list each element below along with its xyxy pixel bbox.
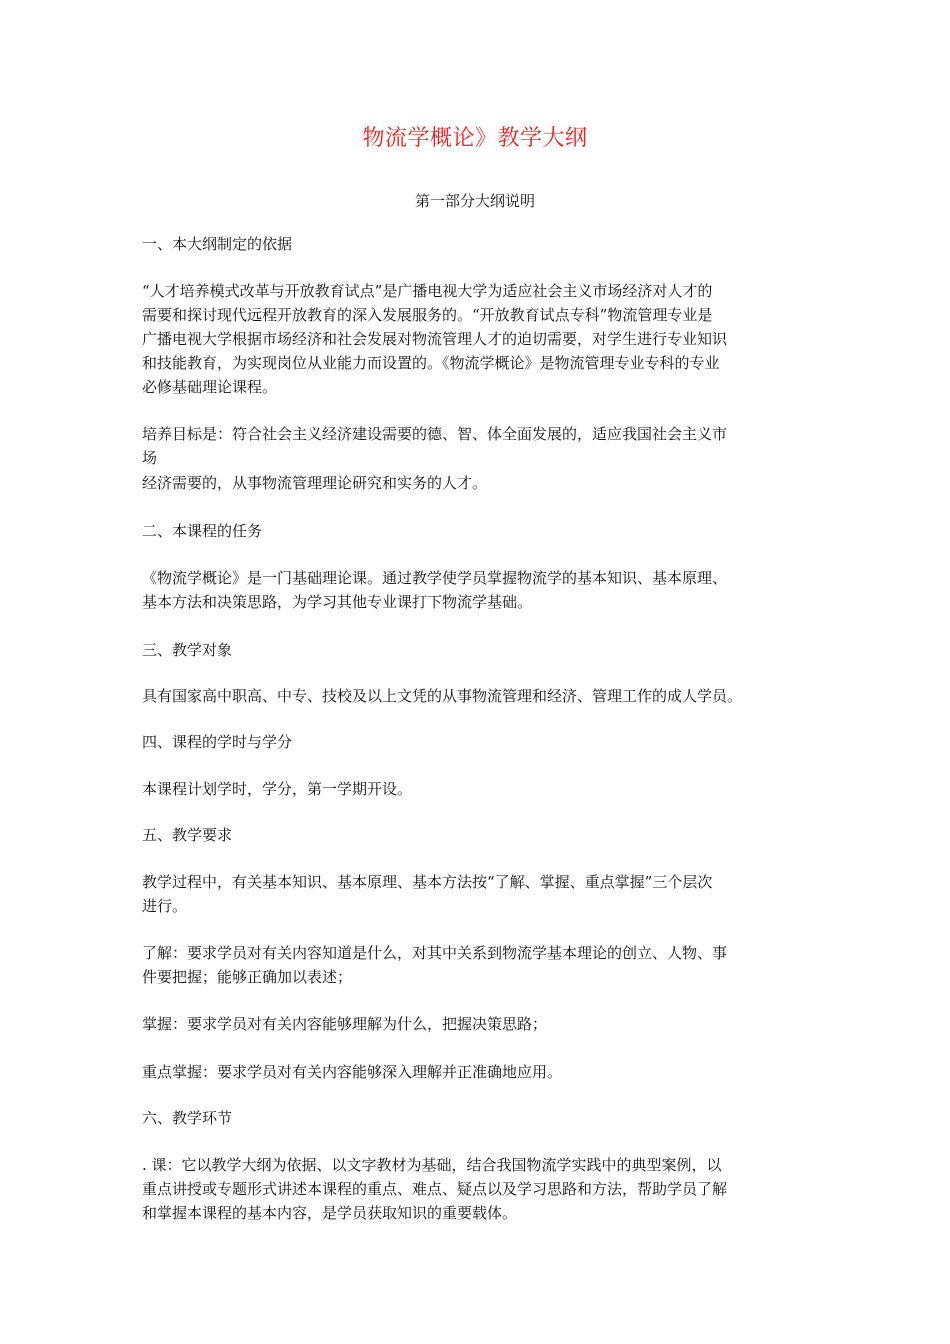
section-heading: 四、课程的学时与学分 [142,733,293,751]
paragraph-line: 场 [142,449,158,467]
section-heading: 六、教学环节 [142,1109,233,1127]
paragraph-line: 重点讲授或专题形式讲述本课程的重点、难点、疑点以及学习思路和方法，帮助学员了解 [142,1180,728,1198]
paragraph-line: 需要和探讨现代远程开放教育的深入发展服务的。“开放教育试点专科”物流管理专业是 [142,306,713,324]
paragraph-line: 重点掌握：要求学员对有关内容能够深入理解并正准确地应用。 [142,1063,563,1081]
section-heading: 二、本课程的任务 [142,522,263,540]
paragraph-line: 掌握：要求学员对有关内容能够理解为什么，把握决策思路； [142,1015,548,1033]
section-heading: 一、本大纲制定的依据 [142,235,293,253]
paragraph-line: 和掌握本课程的基本内容，是学员获取知识的重要载体。 [142,1204,518,1222]
paragraph-line: 件要把握；能够正确加以表述； [142,968,353,986]
document-title: 物流学概论》教学大纲 [362,126,588,151]
paragraph-line: 进行。 [142,897,188,915]
paragraph-line: 了解：要求学员对有关内容知道是什么，对其中关系到物流学基本理论的创立、人物、事 [142,944,728,962]
paragraph-line: 教学过程中，有关基本知识、基本原理、基本方法按“了解、掌握、重点掌握”三个层次 [142,873,713,891]
paragraph-line: 和技能教育，为实现岗位从业能力而设置的。《物流学概论》是物流管理专业专科的专业 [142,354,720,372]
paragraph-line: 本课程计划学时，学分，第一学期开设。 [142,780,413,798]
paragraph-line: “人才培养模式改革与开放教育试点”是广播电视大学为适应社会主义市场经济对人才的 [142,282,713,300]
paragraph-line: . 课：它以教学大纲为依据、以文字教材为基础，结合我国物流学实践中的典型案例，以 [142,1156,722,1174]
paragraph-line: 广播电视大学根据市场经济和社会发展对物流管理人才的迫切需要，对学生进行专业知识 [142,330,728,348]
paragraph-line: 《物流学概论》是一门基础理论课。通过教学使学员掌握物流学的基本知识、基本原理、 [142,569,728,587]
paragraph-line: 基本方法和决策思路，为学习其他专业课打下物流学基础。 [142,593,533,611]
paragraph-line: 经济需要的，从事物流管理理论研究和实务的人才。 [142,474,488,492]
paragraph-line: 具有国家高中职高、中专、技校及以上文凭的从事物流管理和经济、管理工作的成人学员。 [142,687,743,705]
section-heading: 五、教学要求 [142,826,233,844]
paragraph-line: 培养目标是：符合社会主义经济建设需要的德、智、体全面发展的，适应我国社会主义市 [142,425,728,443]
section-heading: 三、教学对象 [142,641,233,659]
paragraph-line: 必修基础理论课程。 [142,378,278,396]
document-subtitle: 第一部分大纲说明 [414,192,535,210]
